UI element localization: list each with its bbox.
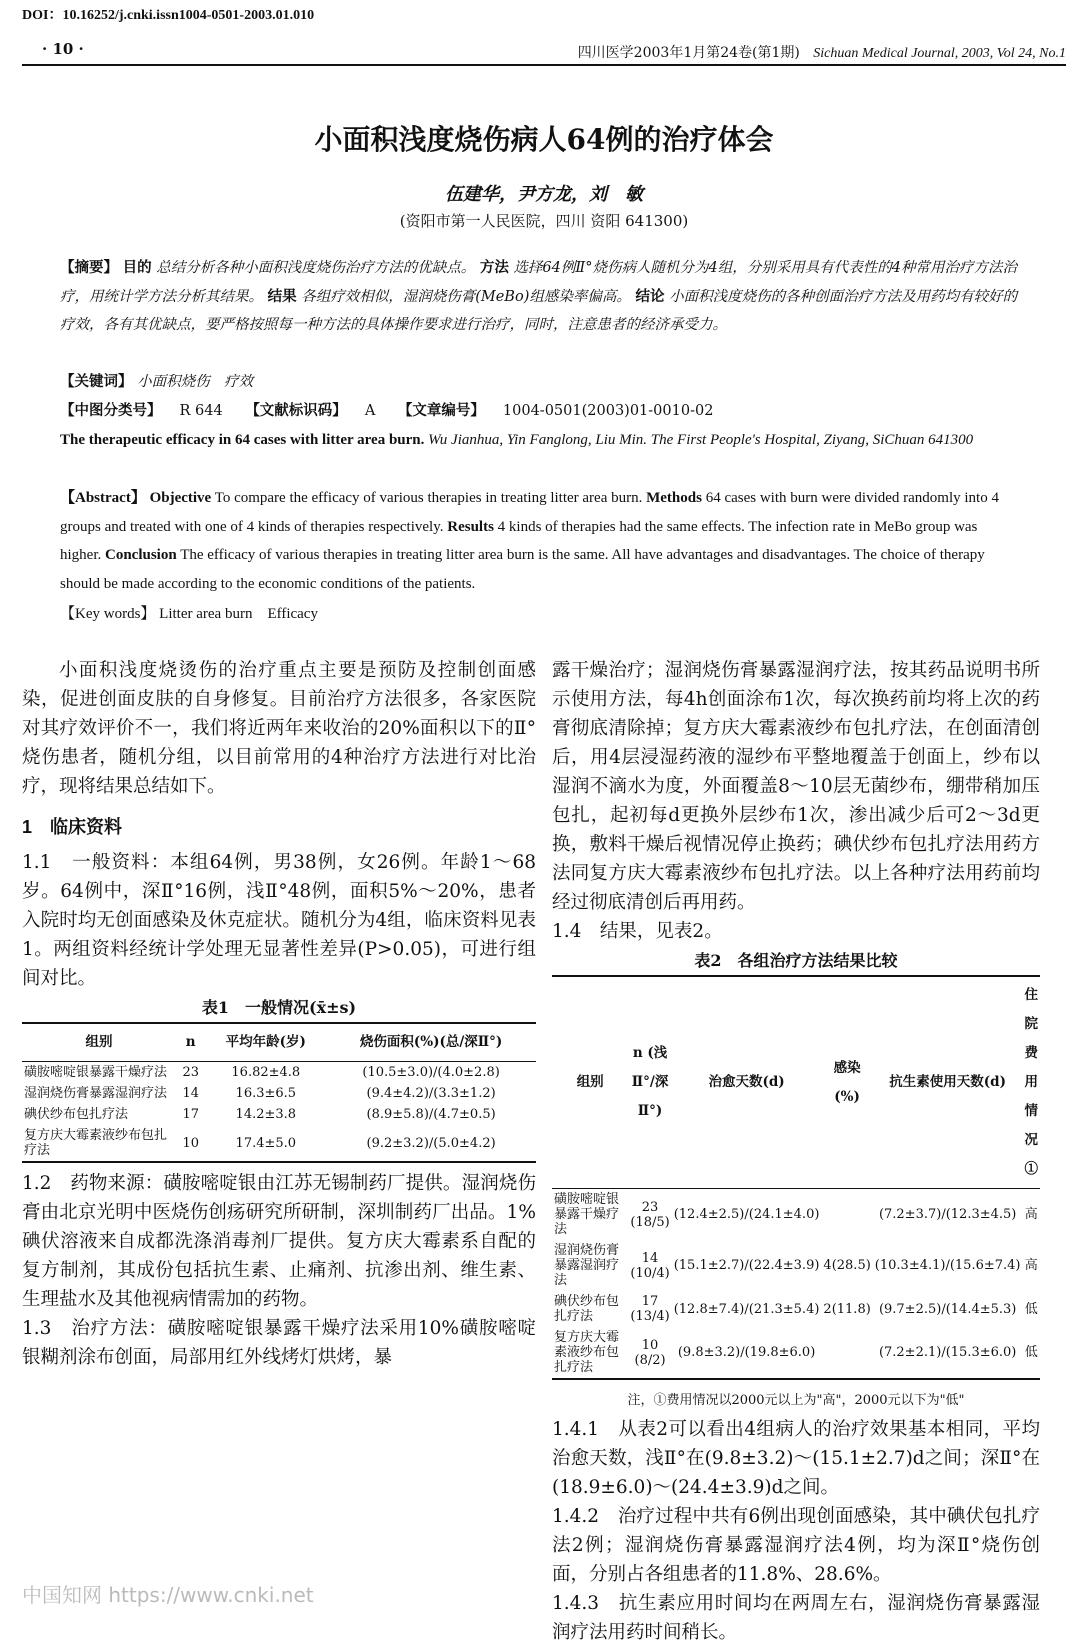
table-cell: 湿润烧伤膏暴露湿润疗法 — [554, 1243, 620, 1288]
conclusion-key: 结论 — [635, 287, 665, 305]
cnki-watermark: 中国知网 https://www.cnki.net — [22, 1583, 314, 1607]
table-cell: 高 — [1024, 1258, 1038, 1273]
table-cell: 17 (13/4) — [630, 1294, 670, 1324]
en-methods-key: Methods — [646, 490, 702, 506]
table-cell: 14.2±3.8 — [235, 1107, 297, 1122]
table-cell: (10.3±4.1)/(15.6±7.4) — [874, 1258, 1021, 1273]
table-cell: 10 (8/2) — [628, 1327, 671, 1379]
table-cell: (10.5±3.0)/(4.0±2.8) — [362, 1065, 500, 1080]
table-cell: (9.4±4.2)/(3.3±1.2) — [366, 1086, 496, 1101]
en-conclusion-text: The efficacy of various therapies in treating litter area burn is the same. All have advantages and disadvantages. The choice of therapy should be made according to the economic conditions of the patients. — [60, 547, 985, 592]
table1-header: 平均年龄(岁) — [205, 1023, 326, 1062]
keywords-label: 【关键词】 — [60, 373, 133, 390]
table-row — [22, 1062, 536, 1084]
para-1-4-3: 1.4.3 抗生素应用时间均在两周左右，湿润烧伤膏暴露湿润疗法用药时间稍长。 — [552, 1593, 1040, 1643]
table2-note: 注，①费用情况以2000元以上为"高"，2000元以下为"低" — [627, 1393, 965, 1408]
table1-header-row — [22, 1023, 536, 1062]
en-objective-key: Objective — [149, 490, 212, 506]
journal-en: Sichuan Medical Journal, 2003, Vol 24, No.1 — [813, 46, 1066, 61]
art-label: 【文章编号】 — [397, 402, 485, 419]
table2-header-row — [552, 976, 1040, 1189]
section-heading-1: 1 临床资料 — [22, 817, 123, 837]
table-cell: 复方庆大霉素液纱布包扎疗法 — [22, 1125, 176, 1162]
page-number: · 10 · — [42, 40, 84, 58]
methods-text: 选择64例Ⅱ°烧伤病人随机分为4组，分别采用具有代表性的4种常用治疗方法治疗，用统计学方法分析其结果。 — [60, 260, 1017, 305]
table-cell: (9.2±3.2)/(5.0±4.2) — [326, 1125, 536, 1162]
keywords-cn — [60, 368, 1018, 397]
table-row — [552, 1327, 1040, 1379]
table-row — [552, 1189, 1040, 1241]
article-authors: 伍建华，尹方龙，刘 敏 — [445, 184, 643, 205]
english-title: The therapeutic efficacy in 64 cases with litter area burn. — [60, 432, 425, 448]
table-row — [22, 1083, 536, 1104]
clc-label: 【中图分类号】 — [60, 402, 162, 419]
methods-key: 方法 — [479, 259, 509, 276]
table-cell: (12.4±2.5)/(24.1±4.0) — [673, 1207, 820, 1222]
table-cell: 2(11.8) — [823, 1301, 871, 1317]
table-cell — [821, 1189, 872, 1241]
para-1-4-1: 1.4.1 从表2可以看出4组病人的治疗效果基本相同，平均治愈天数，浅Ⅱ°在(9.8±3.2)～(15.1±2.7)d之间；深Ⅱ°在(18.9±6.0)～(24.4±3.9)d之间。 — [552, 1419, 1040, 1498]
table-cell: (9.8±3.2)/(19.8±6.0) — [672, 1327, 822, 1379]
table-cell: 磺胺嘧啶银暴露干燥疗法 — [554, 1192, 620, 1237]
classification-line — [60, 397, 1018, 426]
table-cell: 17 — [182, 1107, 199, 1122]
intro-paragraph: 小面积浅度烧烫伤的治疗重点主要是预防及控制创面感染，促进创面皮肤的自身修复。目前治疗方法很多，各家医院对其疗效评价不一，我们将近两年来收治的20%面积以下的Ⅱ°烧伤患者，随机分组，以目前常用的4种治疗方法进行对比治疗，现将结果总结如下。 — [22, 660, 536, 797]
table-2 — [552, 975, 1040, 1380]
en-keywords-label: 【Key words】 — [60, 606, 156, 622]
objective-key: 目的 — [122, 259, 152, 276]
en-results-key: Results — [447, 518, 494, 535]
table-cell: 碘伏纱布包扎疗法 — [554, 1294, 620, 1324]
table-cell: 复方庆大霉素液纱布包扎疗法 — [552, 1327, 628, 1379]
table-cell: 4(28.5) — [823, 1258, 871, 1273]
right-column — [552, 656, 1040, 1647]
table2-header: 感染(%) — [821, 976, 872, 1189]
journal-info — [578, 42, 1066, 62]
table-cell: (12.8±7.4)/(21.3±5.4) — [673, 1301, 820, 1317]
table2-header: 组别 — [552, 976, 628, 1189]
table-1 — [22, 1022, 536, 1163]
table-cell: 14 (10/4) — [630, 1250, 670, 1281]
para-1-4-2: 1.4.2 治疗过程中共有6例出现创面感染，其中碘伏包扎疗法2例；湿润烧伤膏暴露湿润疗法4例，均为深Ⅱ°烧伤创面，分别占各组患者的11.8%、28.6%。 — [552, 1506, 1040, 1585]
table-cell: (15.1±2.7)/(22.4±3.9) — [673, 1258, 820, 1273]
table2-header: 抗生素使用天数(d) — [873, 976, 1023, 1189]
english-keywords — [60, 600, 1018, 629]
doc-label: 【文献标识码】 — [245, 402, 347, 419]
table-cell: (7.2±2.1)/(15.3±6.0) — [873, 1327, 1023, 1379]
table2-header: 住院费用情况① — [1023, 976, 1041, 1189]
table-row — [552, 1291, 1040, 1327]
article-affiliation: (资阳市第一人民医院，四川 资阳 641300) — [399, 212, 689, 230]
table-cell: 23 (18/5) — [630, 1199, 670, 1230]
table-cell: 低 — [1023, 1327, 1041, 1379]
objective-text: 总结分析各种小面积浅度烧伤治疗方法的优缺点。 — [156, 260, 476, 276]
table2-header: n (浅Ⅱ°/深Ⅱ°) — [628, 976, 671, 1189]
results-key: 结果 — [267, 287, 297, 305]
table-cell: 碘伏纱布包扎疗法 — [24, 1107, 129, 1122]
en-objective-text: To compare the efficacy of various therapies in treating litter area burn. — [214, 490, 643, 506]
table-cell: 17.4±5.0 — [205, 1125, 326, 1162]
table-cell: (8.9±5.8)/(4.7±0.5) — [366, 1107, 496, 1122]
table1-caption: 表1 一般情况(x̄±s) — [201, 998, 357, 1017]
running-header — [22, 38, 1066, 66]
table1-header: 组别 — [22, 1023, 176, 1062]
table1-header: n — [176, 1023, 205, 1062]
table-row — [22, 1125, 536, 1162]
doi-line: DOI：10.16252/j.cnki.issn1004-0501-2003.01.010 — [22, 8, 315, 23]
english-title-block — [60, 426, 1018, 455]
table-cell: 16.82±4.8 — [231, 1065, 301, 1080]
para-1-4: 1.4 结果，见表2。 — [552, 921, 723, 942]
table-row — [552, 1240, 1040, 1291]
en-conclusion-key: Conclusion — [105, 547, 177, 563]
para-1-3: 1.3 治疗方法：磺胺嘧啶银暴露干燥疗法采用10%磺胺嘧啶银糊剂涂布创面，局部用红外线烤灯烘烤，暴 — [22, 1318, 536, 1368]
table-cell — [821, 1327, 872, 1379]
clc-value: R 644 — [179, 403, 223, 419]
conclusion-text: 小面积浅度烧伤的各种创面治疗方法及用药均有较好的疗效，各有其优缺点，要严格按照每一种方法的具体操作要求进行治疗，同时，注意患者的经济承受力。 — [60, 288, 1018, 333]
en-abstract-label: 【Abstract】 — [60, 490, 146, 506]
english-authors: Wu Jianhua, Yin Fanglong, Liu Min. The First People's Hospital, Ziyang, SiChuan 641300 — [428, 432, 974, 448]
en-results-text: 4 kinds of therapies had the same effects. The infection rate in MeBo group was higher. — [60, 518, 978, 563]
table2-caption: 表2 各组治疗方法结果比较 — [694, 951, 898, 970]
table-cell: 14 — [182, 1086, 199, 1101]
table-cell: 湿润烧伤膏暴露湿润疗法 — [24, 1086, 168, 1101]
art-value: 1004-0501(2003)01-0010-02 — [502, 403, 714, 419]
table-cell: 高 — [1024, 1207, 1038, 1222]
table-row — [22, 1104, 536, 1125]
keywords-text: 小面积烧伤 疗效 — [137, 374, 254, 390]
table-cell: 10 — [176, 1125, 205, 1162]
en-methods-text: 64 cases with burn were divided randomly into 4 groups and treated with one of 4 kinds of therapies respectively. — [60, 490, 999, 535]
table2-header: 治愈天数(d) — [672, 976, 822, 1189]
left-column — [22, 656, 536, 1372]
para-1-3-cont: 露干燥治疗；湿润烧伤膏暴露湿润疗法，按其药品说明书所示使用方法，每4h创面涂布1次，每次换药前均将上次的药膏彻底清除掉；复方庆大霉素液纱布包扎疗法，在创面清创后，用4层浸湿药液的湿纱布平整地覆盖于创面上，纱布以湿润不滴水为度，外面覆盖8～10层无菌纱布，绷带稍加压包扎，起初每d更换外层纱布1次，渗出减少后可2～3d更换，敷料干燥后视情况停止换药；碘伏纱布包扎疗法用药方法同复方庆大霉素液纱布包扎疗法。以上各种疗法用药前均经过彻底清创后再用药。 — [552, 660, 1040, 913]
table-cell: 低 — [1024, 1301, 1038, 1317]
table-cell: 磺胺嘧啶银暴露干燥疗法 — [24, 1065, 168, 1080]
table1-header: 烧伤面积(%)(总/深Ⅱ°) — [326, 1023, 536, 1062]
table-cell: (7.2±3.7)/(12.3±4.5) — [878, 1207, 1017, 1222]
abstract-label: 【摘要】 — [60, 259, 118, 276]
results-text: 各组疗效相似，湿润烧伤膏(MeBo)组感染率偏高。 — [301, 288, 631, 305]
english-abstract — [60, 484, 1018, 598]
doc-value: A — [364, 403, 376, 419]
abstract-cn — [60, 254, 1018, 340]
article-title: 小面积浅度烧伤病人64例的治疗体会 — [314, 123, 774, 156]
table-cell: 23 — [182, 1065, 199, 1080]
en-keywords-text: Litter area burn Efficacy — [159, 606, 318, 622]
journal-cn: 四川医学2003年1月第24卷(第1期) — [577, 45, 800, 61]
table-cell: 16.3±6.5 — [235, 1086, 297, 1101]
table-cell: (9.7±2.5)/(14.4±5.3) — [878, 1301, 1017, 1317]
para-1-2: 1.2 药物来源：磺胺嘧啶银由江苏无锡制药厂提供。湿润烧伤膏由北京光明中医烧伤创疡研究所研制，深圳制药厂出品。1%碘伏溶液来自成都洗涤消毒剂厂提供。复方庆大霉素系自配的复方制剂，其成份包括抗生素、止痛剂、抗渗出剂、维生素、生理盐水及其他视病情需加的药物。 — [22, 1173, 536, 1310]
para-1-1: 1.1 一般资料：本组64例，男38例，女26例。年龄1～68岁。64例中，深Ⅱ°16例，浅Ⅱ°48例，面积5%～20%，患者入院时均无创面感染及休克症状。随机分为4组，临床资料见表1。两组资料经统计学处理无显著性差异(P>0.05)，可进行组间对比。 — [22, 852, 536, 989]
